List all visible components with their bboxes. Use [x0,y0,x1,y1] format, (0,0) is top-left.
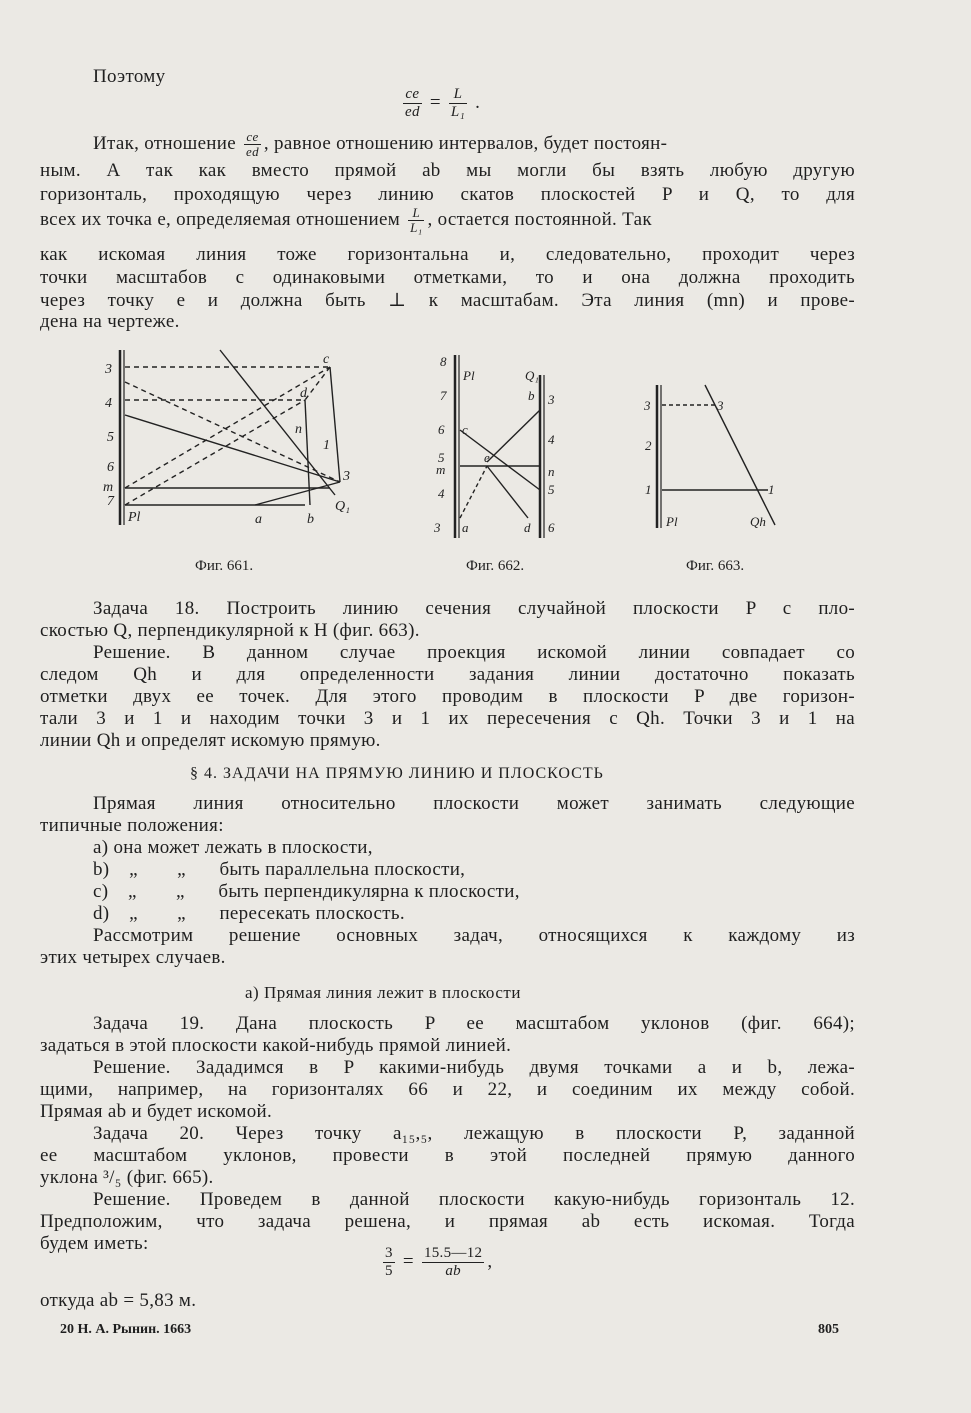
fig662-label-5b: 5 [548,482,555,497]
paragraph-1-line-3: горизонталь, проходящую через линию скатов плоскостей P и Q, то для [40,184,855,205]
fig661-label-c: c [323,352,330,367]
fig662-label-n: n [548,464,555,479]
fig663-label-pl: Pl [666,514,678,529]
fig662-label-7: 7 [440,388,447,403]
fig662-label-e: e [484,450,490,465]
task20-line-2: ее масштабом уклонов, провести в этой последней прямую данного [40,1145,855,1166]
task18-line-1: Задача 18. Построить линию сечения случайной плоскости P с пло- [93,598,855,619]
task19-line-1: Задача 19. Дана плоскость P ее масштабом уклонов (фиг. 664); [93,1013,855,1034]
position-item-a: a) она может лежать в плоскости, [93,837,373,858]
task20-line-4: Решение. Проведем в данной плоскости какую-нибудь горизонталь 12. [93,1189,855,1210]
fig663-label-1b: 1 [768,482,775,497]
formula-2-left-fraction: $\frac{3}{5}$ [385,1245,393,1279]
paragraph-1-line-7: через точку e и должна быть ⊥ к масштабам. Эта линия (mn) и прове- [40,290,855,311]
section-heading: § 4. ЗАДАЧИ НА ПРЯМУЮ ЛИНИЮ И ПЛОСКОСТЬ [190,765,604,782]
fig661-label-n: n [295,422,302,437]
task20-line-5: Предположим, что задача решена, и прямая ab есть искомая. Тогда [40,1211,855,1232]
paragraph-1-line-1: Итак, отношение $\frac{ce}{ed}$ , равное отношению интервалов, будет постоян- [93,129,668,159]
fig661-label-m: m [103,480,114,495]
subsection-heading: а) Прямая линия лежит в плоскости [245,983,521,1002]
formula-2-right-fraction: $\frac{15.5—12}{ab}$ [423,1245,483,1279]
task18-line-2: скостью Q, перпендикулярной к H (фиг. 663). [40,620,420,641]
formula-1: $\frac{ce}{ed}$ = $\frac{L}{\text{L₁}}$ . [405,86,481,120]
task19-line-3: Решение. Зададимся в P какими-нибудь двумя точками a и b, лежа- [93,1057,855,1078]
task19-line-4: щими, например, на горизонталях 66 и 22, и соединим их между собой. [40,1079,855,1100]
fig661-label-a: a [255,512,262,527]
figure-663 [640,380,790,535]
fig662-label-q1: Q₁ [525,368,539,383]
fig661-label-5: 5 [107,430,114,445]
task18-line-4: следом Qh и для определенности задания линии достаточно показать [40,664,855,685]
inline-fraction-ce-ed: $\frac{ce}{ed}$ [246,129,259,159]
fig661-label-q1: Q₁ [335,499,350,514]
figure-662 [430,350,565,545]
fig662-label-pl: Pl [463,368,475,383]
fig662-label-m: m [436,462,446,477]
fig662-label-4: 4 [438,486,445,501]
intro-text: Поэтому [93,66,166,87]
fig662-label-5: 5 [438,450,445,465]
paragraph-1-line-6: точки масштабов с одинаковыми отметками, то и она должна проходить [40,267,855,288]
fig662-label-3: 3 [434,520,441,535]
paragraph-1-line-5: как искомая линия тоже горизонтальна и, следовательно, проходит через [40,244,855,265]
formula-1-right-fraction: $\frac{L}{\text{L₁}}$ [450,86,466,120]
fig661-label-4: 4 [105,396,112,411]
fig661-label-3b: 3 [343,469,350,484]
caption-fig-662: Фиг. 662. [466,558,525,574]
inline-fraction-L-L1: $\frac{L}{\text{L₁}}$ [410,205,423,235]
task19-line-2: задаться в этой плоскости какой-нибудь прямой линией. [40,1035,512,1056]
task20-line-3: уклона ³/₅ (фиг. 665). [40,1167,214,1188]
task20-line-1: Задача 20. Через точку a₁₅,₅, лежащую в плоскости P, заданной [93,1123,855,1144]
fig662-label-d: d [524,520,531,535]
fig663-label-1: 1 [645,482,652,497]
task18-line-5: отметки двух ее точек. Для этого проводим в плоскости P две горизон- [40,686,855,707]
task18-line-6: тали 3 и 1 и находим точки 3 и 1 их пересечения с Qh. Точки 3 и 1 на [40,708,855,729]
fig661-label-d: d [300,386,307,401]
fig662-label-a: a [462,520,469,535]
fig662-label-8: 8 [440,354,447,369]
fig662-label-6: 6 [548,520,555,535]
fig661-label-6: 6 [107,460,114,475]
paragraph-1-line-4: всех их точка e, определяемая отношением $\frac{L}{\text{L₁}}$ , остается постоянной. Так [40,205,652,235]
positions-line-2: типичные положения: [40,815,224,836]
fig661-label-7: 7 [107,494,114,509]
fig662-label-c: c [462,422,468,437]
fig661-label-3: 3 [105,362,112,377]
footer-signature: 20 Н. А. Рынин. 1663 [60,1322,192,1337]
fig663-label-2: 2 [645,438,652,453]
fig661-label-b: b [307,512,314,527]
page-number: 805 [818,1322,839,1337]
task18-line-7: линии Qh и определят искомую прямую. [40,730,381,751]
positions-line-3: Рассмотрим решение основных задач, относящихся к каждому из [93,925,855,946]
task19-line-5: Прямая ab и будет искомой. [40,1101,273,1122]
formula-2: $\frac{3}{5}$ = $\frac{15.5—12}{ab}$ , [385,1245,493,1279]
fig663-label-3b: 3 [717,398,724,413]
caption-fig-663: Фиг. 663. [686,558,745,574]
positions-line-1: Прямая линия относительно плоскости может занимать следующие [93,793,855,814]
paragraph-1-line-2: ным. А так как вместо прямой ab мы могли бы взять любую другую [40,160,855,181]
position-item-b: b) „ „ быть параллельна плоскости, [93,859,466,880]
task18-line-3: Решение. В данном случае проекция искомой линии совпадает со [93,642,855,663]
fig662-label-b: b [528,388,535,403]
task20-line-6: будем иметь: [40,1233,149,1254]
fig663-label-3: 3 [644,398,651,413]
fig661-label-pl: Pl [128,510,141,525]
fig662-label-3b: 3 [548,392,555,407]
fig663-label-qh: Qh [750,514,766,529]
fig662-label-4b: 4 [548,432,555,447]
position-item-d: d) „ „ пересекать плоскость. [93,903,405,924]
positions-line-4: этих четырех случаев. [40,947,226,968]
fig662-label-6: 6 [438,422,445,437]
paragraph-1-line-8: дена на чертеже. [40,311,180,332]
result-line: откуда ab = 5,83 м. [40,1290,197,1311]
position-item-c: c) „ „ быть перпендикулярна к плоскости, [93,881,520,902]
fig661-label-1: 1 [323,438,330,453]
figure-661 [95,345,370,535]
caption-fig-661: Фиг. 661. [195,558,254,574]
formula-1-left-fraction: $\frac{ce}{ed}$ [405,86,420,120]
